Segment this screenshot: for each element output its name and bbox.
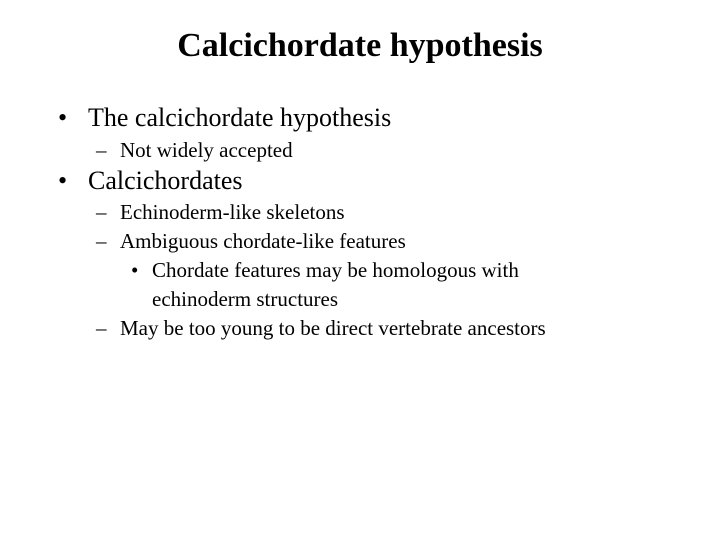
sub-bullet-item [96, 315, 696, 341]
sub-bullet-text: Not widely accepted [120, 138, 293, 162]
sub-bullet-item [96, 228, 696, 254]
dash-marker: – [96, 316, 107, 340]
bullet-marker: • [58, 166, 68, 195]
sub-sub-bullet-text-line2: echinoderm structures [152, 287, 339, 311]
bullet-text: The calcichordate hypothesis [88, 103, 392, 132]
sub-bullet-text: Ambiguous chordate-like features [120, 229, 406, 253]
sub-bullet-item [96, 137, 696, 163]
bullet-marker: • [131, 258, 139, 282]
bullet-item [58, 102, 698, 134]
sub-bullet-item [96, 199, 696, 225]
sub-sub-bullet-item [131, 257, 691, 309]
dash-marker: – [96, 138, 107, 162]
sub-sub-bullet-text-line1: Chordate features may be homologous with [152, 258, 519, 282]
sub-bullet-text: Echinoderm-like skeletons [120, 200, 345, 224]
slide-title: Calcichordate hypothesis [177, 27, 543, 64]
bullet-text: Calcichordates [88, 166, 243, 195]
sub-bullet-text: May be too young to be direct vertebrate ancestors [120, 316, 546, 340]
dash-marker: – [96, 229, 107, 253]
bullet-item [58, 165, 698, 197]
bullet-marker: • [58, 103, 68, 132]
dash-marker: – [96, 200, 107, 224]
